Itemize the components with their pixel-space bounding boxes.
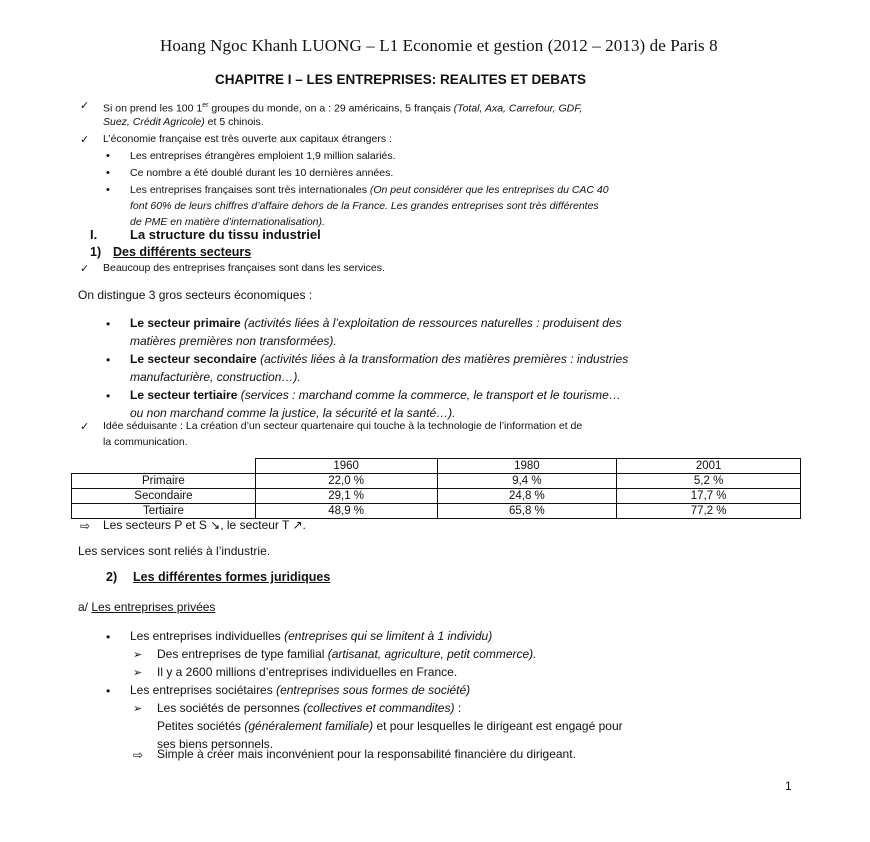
partnerships-conclusion: Simple à créer mais inconvénient pour la responsabilité financière du dirigeant.	[157, 747, 576, 761]
subsection-number: 1)	[90, 245, 102, 259]
sector-tertiary-line2: ou non marchand comme la justice, la sécurité et la santé…).	[130, 406, 456, 420]
italic-text: (entreprises sous formes de société)	[276, 683, 471, 697]
table-cell: 22,0 %	[255, 474, 437, 489]
row-label: Secondaire	[72, 489, 256, 504]
bullet-icon: •	[106, 317, 111, 331]
private-companies-heading	[78, 597, 215, 617]
sector-secondary-line2: manufacturière, construction…).	[130, 370, 301, 384]
text: Les entreprises françaises sont très internationales	[130, 184, 370, 196]
sector-desc: (activités liées à l’exploitation de ressources naturelles : produisent des	[240, 316, 622, 330]
idea-line1: Idée séduisante : La création d’un secteur quartenaire qui touche à la technologie de l’information et de	[103, 420, 583, 432]
sector-name: Le secteur secondaire	[130, 352, 257, 366]
superscript: er	[202, 102, 209, 109]
partnerships-detail-line1	[157, 716, 623, 736]
table-row	[72, 489, 801, 504]
text: Petites sociétés	[157, 719, 245, 733]
bullet-icon: •	[106, 167, 110, 179]
page-number: 1	[785, 779, 792, 793]
bullet-icon: •	[106, 684, 111, 698]
text: et pour lesquelles le dirigeant est engagé pour	[373, 719, 623, 733]
sector-secondary-line1	[130, 349, 628, 369]
sector-primary-line1	[130, 313, 622, 333]
table-cell: 17,7 %	[617, 489, 801, 504]
intro-item-1-line2	[103, 114, 264, 131]
italic-text: (entreprises qui se limitent à 1 individu)	[284, 629, 493, 643]
italic-text: (généralement familiale)	[244, 719, 374, 733]
table-corner	[72, 459, 256, 474]
distinguish-intro: On distingue 3 gros secteurs économiques :	[78, 288, 313, 302]
row-label: Tertiaire	[72, 504, 256, 519]
running-title: Hoang Ngoc Khanh LUONG – L1 Economie et gestion (2012 – 2013) de Paris 8	[160, 36, 718, 55]
subsection-title: Des différents secteurs	[113, 245, 252, 259]
section-2-title: Les différentes formes juridiques	[133, 570, 331, 584]
intro-sub-3-line1	[130, 182, 609, 199]
column-header: 2001	[617, 459, 801, 474]
table-cell: 29,1 %	[255, 489, 437, 504]
section-title: La structure du tissu industriel	[130, 227, 321, 242]
check-icon: ✓	[80, 100, 90, 112]
text: et 5 chinois.	[204, 116, 264, 128]
sector-tertiary-line1	[130, 385, 621, 405]
italic-text: (Total, Axa, Carrefour, GDF,	[453, 102, 583, 115]
italic-text: (On peut considérer que les entreprises du CAC 40	[369, 184, 609, 196]
table-cell: 5,2 %	[617, 474, 801, 489]
individual-companies	[130, 626, 492, 646]
partnerships-detail-line2: ses biens personnels.	[157, 737, 274, 751]
intro-sub-3-line2: font 60% de leurs chiffres d’affaire dehors de la France. Les grandes entreprises sont très différentes	[130, 200, 599, 212]
column-header: 1980	[437, 459, 617, 474]
table-cell: 9,4 %	[437, 474, 617, 489]
table-cell: 24,8 %	[437, 489, 617, 504]
bullet-icon: •	[106, 630, 111, 644]
text: Les entreprises sociétaires	[130, 683, 277, 697]
individual-sub-2: Il y a 2600 millions d’entreprises individuelles en France.	[157, 665, 458, 679]
table-row	[72, 474, 801, 489]
row-label: Primaire	[72, 474, 256, 489]
trend-note: Les secteurs P et S ↘, le secteur T ↗.	[103, 518, 306, 532]
bullet-icon: •	[106, 150, 110, 162]
table-cell: 77,2 %	[617, 504, 801, 519]
section-number: I.	[90, 227, 98, 242]
sectors-table	[71, 458, 801, 519]
heading-prefix: a/	[78, 600, 89, 614]
text: Les sociétés de personnes	[157, 701, 304, 715]
arrowhead-icon: ➢	[133, 667, 143, 679]
table-cell: 48,9 %	[255, 504, 437, 519]
bullet-icon: •	[106, 389, 111, 403]
arrowhead-icon: ➢	[133, 649, 143, 661]
partnerships	[157, 698, 461, 718]
text: Si on prend les 100 1	[103, 102, 203, 115]
italic-text: (collectives et commandites)	[303, 701, 455, 715]
check-icon: ✓	[80, 134, 90, 146]
idea-line2: la communication.	[103, 436, 188, 448]
text: :	[454, 701, 462, 715]
corporate-companies	[130, 680, 470, 700]
table-header-row	[72, 459, 801, 474]
text: groupes du monde, on a : 29 américains, 5 français	[208, 102, 454, 115]
heading-title: Les entreprises privées	[91, 600, 216, 614]
arrow-right-icon: ⇨	[80, 519, 91, 533]
check-icon: ✓	[80, 263, 90, 275]
check-icon: ✓	[80, 421, 90, 433]
sector-desc: (services : marchand comme la commerce, le transport et le tourisme…	[237, 388, 621, 402]
intro-sub-1: Les entreprises étrangères emploient 1,9 million salariés.	[130, 150, 396, 162]
services-note: Beaucoup des entreprises françaises sont dans les services.	[103, 262, 385, 274]
sector-name: Le secteur primaire	[130, 316, 241, 330]
individual-sub-1	[157, 644, 537, 664]
intro-sub-3-line3: de PME en matière d’internationalisation).	[130, 216, 325, 228]
bullet-icon: •	[106, 353, 111, 367]
arrowhead-icon: ➢	[133, 703, 143, 715]
section-2-number: 2)	[106, 570, 118, 584]
intro-item-2: L’économie française est très ouverte aux capitaux étrangers :	[103, 133, 392, 145]
services-industry-note: Les services sont reliés à l’industrie.	[78, 544, 271, 558]
arrow-right-icon: ⇨	[133, 748, 144, 762]
text: Des entreprises de type familial	[157, 647, 328, 661]
text: Les entreprises individuelles	[130, 629, 285, 643]
bullet-icon: •	[106, 184, 110, 196]
italic-text: (artisanat, agriculture, petit commerce).	[327, 647, 537, 661]
column-header: 1960	[255, 459, 437, 474]
sector-desc: (activités liées à la transformation des matières premières : industries	[256, 352, 629, 366]
intro-sub-2: Ce nombre a été doublé durant les 10 dernières années.	[130, 167, 394, 179]
table-cell: 65,8 %	[437, 504, 617, 519]
sector-name: Le secteur tertiaire	[130, 388, 238, 402]
chapter-title: CHAPITRE I – LES ENTREPRISES: REALITES ET DEBATS	[215, 72, 587, 87]
sector-primary-line2: matières premières non transformées).	[130, 334, 337, 348]
italic-text: Suez, Crédit Agricole)	[103, 116, 205, 128]
